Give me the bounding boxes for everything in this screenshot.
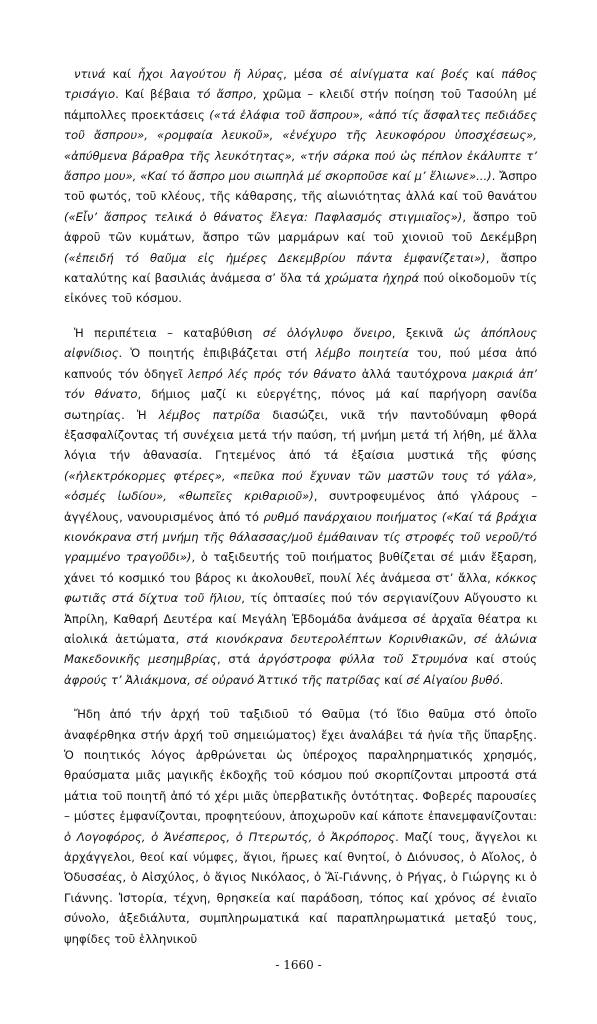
italic-quote: ἀφρούς τ’ Ἀλιάκμονα, σέ οὐρανό Ἀττικό τῆς πατρίδας	[64, 672, 381, 687]
italic-quote: («ἠλεκτρόκορμες φτέρες», «πεῦκα πού ἔχυναν τῶν μαστῶν τους τό γάλα», «ὀσμές ἰωδίου», «θωπεῖες κριθαριοῦ»)	[64, 468, 537, 504]
text-run: , μέσα σέ	[283, 67, 351, 81]
paragraph	[64, 323, 537, 690]
text-run: ,	[462, 631, 474, 646]
text-run: .	[499, 672, 504, 687]
italic-quote: («Εἶν’ ἄσπρος τελικά ὁ θάνατος ἔλεγα: Παφλασμός στιγμιαῖος»)	[64, 209, 463, 224]
italic-quote: ρυθμό πανάρχαιου ποιήματος	[263, 509, 438, 524]
text-run: καί	[380, 672, 407, 687]
italic-quote: σέ ὁλόγλυφο ὄνειρο	[262, 325, 392, 340]
text-run: του, πού μέσα ἀπό καπνούς τόν ὁδηγεῖ	[64, 346, 537, 381]
text-run: Ἡ περιπέτεια – καταβύθιση	[74, 325, 263, 340]
italic-quote: ὡς ἀπόπλους αἰφνίδιος	[64, 325, 538, 361]
paragraph	[64, 64, 537, 309]
text-run: πού οἰκοδομοῦν τίς εἰκόνες τοῦ κόσμου.	[64, 271, 538, 306]
italic-quote: («τά ἐλάφια τοῦ ἄσπρου», «ἀπό τίς ἄσφαλτες πεδιάδες τοῦ ἄσπρου», «ρομφαία λευκοῦ», «ἐνέχυρο τῆς λευκοφόρου ὑποσχέσεως», «ἀπύθμενα βάραθρα τῆς λευκότητας», «τήν σάρκα πού ὡς πέπλον ἐκάλυπτε τ’ ἄσπρο μου», «Καί τό ἄσπρο μου σιωπηλά μέ σκορποῦσε καί μ’ ἔλιωνε»...)	[64, 107, 537, 184]
italic-quote: μακριά ἀπ’ τόν θάνατο	[64, 366, 537, 402]
text-run: , ἄσπρο καταλύτης καί βασιλιάς ἀνάμεσα σ’ ὅλα τά	[64, 250, 537, 286]
italic-quote: («Καί τά βράχια κιονόκρανα στή μνήμη τῆς θάλασσας/μοῦ ἐμάθαιναν τίς στροφές τοῦ νεροῦ/τό γραμμένο τραγοῦδι»)	[64, 509, 538, 565]
text-run: . Ὁ ποιητής ἐπιβιβάζεται στή	[118, 346, 316, 361]
text-run: . Ἄσπρο τοῦ φωτός, τοῦ κλέους, τῆς κάθαρσης, τῆς αἰωνιότητας ἀλλά καί τοῦ θανάτου	[64, 169, 537, 204]
italic-quote: στά κιονόκρανα δευτερολέπτων Κορινθιακῶν	[186, 631, 463, 646]
italic-quote: σέ ἁλώνια Μακεδονικῆς μεσημβρίας	[64, 631, 537, 667]
italic-quote: ντινά	[74, 67, 106, 81]
text-run: , τίς ὀπτασίες πού τόν σεργιανίζουν Αὔγουστο κι Ἀπρίλη, Καθαρή Δευτέρα καί Μεγάλη Ἑβδομάδα ἀνάμεσα σέ ἀρχαῖα θέατρα κι αἰολικά ἀετώματα,	[64, 591, 537, 646]
text-run: καί στούς	[468, 652, 537, 667]
italic-quote: πάθος τρισάγιο	[64, 67, 537, 102]
italic-quote: τό ἄσπρο	[196, 87, 253, 102]
italic-quote: χρώματα ἠχηρά	[324, 271, 420, 286]
text-run: , ἄσπρο τοῦ ἀφροῦ τῶν κυμάτων, ἄσπρο τῶν μαρμάρων καί τοῦ χιονιοῦ τοῦ Δεκέμβρη	[64, 209, 538, 245]
italic-quote: λεπρό λές πρός τόν θάνατο	[188, 366, 357, 381]
text-run: Ἤδη ἀπό τήν ἀρχή τοῦ ταξιδιοῦ τό Θαῦμα (τό ἴδιο θαῦμα στό ὁποῖο ἀναφέρθηκα στήν ἀρχή τοῦ σημειώματος) ἔχει ἀναλάβει τά ἡνία τῆς ὕπαρξης. Ὁ ποιητικός λόγος ἀρθρώνεται ὡς ὑπέροχος παραληρηματικός χρησμός, θραύσματα μιᾶς μαγικῆς ἐκδοχῆς τοῦ κόσμου πού σκορπίζονται μπροστά στά μάτια τοῦ ποιητῆ ἀπό τό χέρι μιᾶς ὑπερβατικῆς ὀντότητας. Φοβερές παρουσίες – μύστες ἐμφανίζονται, προφητεύουν, ἀποχωροῦν καί κάποτε ἐπανεμφανίζονται:	[64, 707, 537, 824]
text-run: ἀλλά ταυτόχρονα	[356, 366, 473, 381]
text-run: διασώζει, νικᾶ τήν παντοδύναμη φθορά ἐξασφαλίζοντας τή συνέχεια μετά τήν παύση, τή μνήμη μετά τή λήθη, μέ ἄλλα λόγια τήν ἀθανασία. Γητεμένος ἀπό τά ἐξαίσια μυστικά τῆς φύσης	[64, 407, 537, 463]
text-run: , δήμιος μαζί κι εὐεργέτης, πόνος μά καί παρήγορη σανίδα σωτηρίας. Ἡ	[64, 387, 537, 422]
page-number: - 1660 -	[275, 958, 322, 972]
italic-quote: λέμβος πατρίδα	[158, 407, 261, 422]
italic-quote: ὁ Λογοφόρος, ὁ Ἀνέσπερος, ὁ Πτερωτός, ὁ Ἀκρόπορος	[64, 829, 396, 844]
italic-quote: («ἐπειδή τό θαῦμα εἰς ἡμέρες Δεκεμβρίου πάντα ἐμφανίζεται»)	[64, 250, 486, 265]
italic-quote: ἀργόστροφα φύλλα τοῦ Στρυμόνα	[258, 652, 469, 667]
text-run: , ξεκινᾶ	[391, 325, 454, 340]
text-run: καί	[105, 67, 139, 81]
text-run: , χρῶμα – κλειδί στήν ποίηση τοῦ Τασούλη μέ πάμπολλες προεκτάσεις	[64, 87, 537, 122]
italic-quote: αἰνίγματα καί βοές	[350, 67, 469, 81]
paragraph	[64, 704, 537, 949]
text-run: . Μαζί τους, ἄγγελοι κι ἀρχάγγελοι, θεοί καί νύμφες, ἅγιοι, ἥρωες καί θνητοί, ὁ Διόνυσος, ὁ Αἴολος, ὁ Ὀδυσσέας, ὁ Αἰσχύλος, ὁ ἅγιος Νικόλαος, ὁ Ἅϊ-Γιάννης, ὁ Ρήγας, ὁ Γιώργης κι ὁ Γιάννης. Ἱστορία, τέχνη, θρησκεία καί παράδοση, τόπος καί χρόνος σέ ἑνιαῖο σύνολο, ἀξεδιάλυτα, συμπληρωματικά καί παραπληρωματικά μεταξύ τους, ψηφίδες τοῦ ἑλληνικοῦ	[64, 829, 537, 946]
text-run: , συντροφευμένος ἀπό γλάρους – ἀγγέλους, νανουρισμένος ἀπό τό	[64, 489, 538, 524]
text-run: , ὁ ταξιδευτής τοῦ ποιήματος βυθίζεται σέ μιάν ἔξαρση, χάνει τό κοσμικό του βάρος κι ἀκολουθεῖ, πουλί λές ἀνάμεσα στ’ ἄλλα,	[64, 550, 537, 585]
text-run: καί	[468, 67, 502, 81]
text-run: . Καί βέβαια	[115, 87, 197, 102]
text-run: , στά	[216, 652, 259, 667]
italic-quote: σέ Αἰγαίου βυθό	[406, 672, 500, 687]
italic-quote: λέμβο ποιητεία	[315, 346, 409, 361]
italic-quote: ἦχοι λαγούτου ἤ λύρας	[138, 67, 284, 81]
italic-quote: κόκκος φωτιᾶς στά δίχτυα τοῦ ἥλιου	[64, 570, 537, 606]
body-text	[64, 64, 537, 949]
